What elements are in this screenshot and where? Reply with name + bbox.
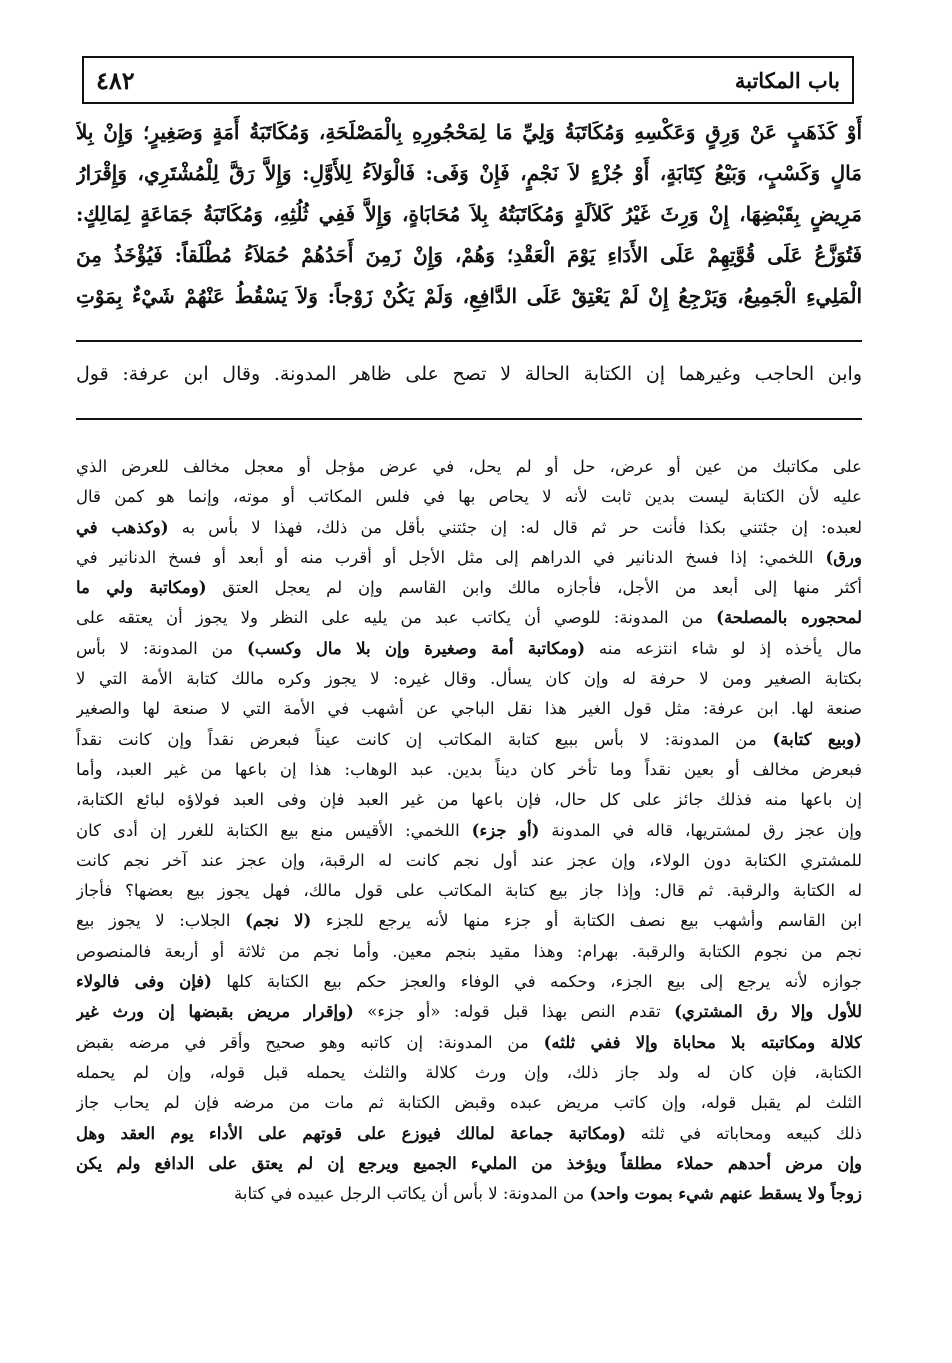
commentary-segment: عليه لأن الكتابة ليست بدين ثابت لأنه لا يحاص بها في فلس المكاتب أو موته، وإنما هو كمن قال: [76, 487, 862, 507]
commentary-line: [76, 816, 862, 846]
commentary-segment: لعبده: إن جئتني بكذا فأنت حر ثم قال له: إن جئتني بأقل من ذلك، فهذا لا بأس به: [168, 517, 862, 537]
main-text-line: الْمَلِيءِ الْجَمِيعُ، وَيَرْجِعُ إِنْ لَمْ يَعْتِقْ عَلَى الدَّافِعِ، وَلَمْ يَكُنْ زَوْجاً: وَلاَ يَسْقُطُ عَنْهُمْ شَيْءٌ بِمَوْتِ: [76, 284, 862, 308]
commentary-line: [76, 1058, 862, 1088]
commentary-line: [76, 694, 862, 724]
quoted-main-text: (ومكاتبة ولي ما: [76, 578, 207, 598]
commentary-segment: للمشتري الكتابة دون الولاء، وإن عجز عند أول نجم كانت له الرقبة، وإن عجز عند آخر نجم كانت: [76, 850, 862, 870]
divider-line: [76, 418, 862, 420]
commentary-segment: بكتابة الصغير ومن لا حرفة له وإن كان يسأل. وقال غيره: لا يجوز وكره مالك كتابة الأمة التي لا: [76, 669, 862, 689]
commentary-line: [76, 967, 862, 997]
commentary-segment: مال يأخذه إذ لو شاء انتزعه منه: [585, 638, 862, 658]
quoted-main-text: كلالة ومكاتبته بلا محاباة وإلا ففي ثلثه): [543, 1032, 862, 1052]
commentary-segment: له الكتابة والرقبة. ثم قال: وإذا جاز بيع كتابة المكاتب على قول مالك، فهل يجوز بيع بعضها؟ فأجاز: [76, 881, 862, 901]
commentary-line: [76, 543, 862, 573]
commentary-segment: من المدونة: للوصي أن يكاتب عبد من يليه على النظر ولا يجوز أن يعتقه على: [76, 608, 717, 628]
commentary-segment: إن باعها منه فذلك جائز على كل حال، فإن باعها من غير العبد فإن وفى العبد فولاؤه لبائع الكتابة،: [76, 790, 862, 810]
commentary-line: [76, 513, 862, 543]
commentary-line: [76, 1179, 862, 1209]
commentary-segment: من المدونة: لا بأس أن يكاتب الرجل عبيده في كتابة: [234, 1184, 590, 1204]
quoted-main-text: لمحجوره بالمصلحة): [716, 608, 862, 628]
page-number: ٤٨٢: [96, 65, 135, 95]
commentary-line: [76, 876, 862, 906]
quoted-main-text: (أو جزء): [471, 820, 540, 840]
commentary-segment: الجلاب: لا يجوز بيع: [76, 911, 245, 931]
commentary-line: [76, 937, 862, 967]
commentary-segment: نجم من نجوم الكتابة والرقبة. بهرام: وهذا مقيد بنجم معين. وأما نجم من ثلاثة أو أربعة فالمنصوص: [76, 941, 862, 961]
quoted-main-text: (وبيع كتابة): [772, 729, 862, 749]
main-text-line: أَوْ كَذَهَبٍ عَنْ وَرِقٍ وَعَكْسِهِ وَمُكَاتَبَةُ وَلِيِّ مَا لِمَحْجُورِهِ بِالْمَصْلَحَةِ، وَمُكَاتَبَةُ أَمَةٍ وَصَغِيرٍ؛ وَإِنْ بِلاَ: [76, 120, 862, 144]
commentary-segment: أكثر منها إلى أبعد من الأجل، فأجازه مالك وابن القاسم وإن لم يعجل العتق: [206, 578, 862, 598]
commentary-line: [76, 573, 862, 603]
commentary-segment: تقدم النص بهذا قبل قوله: «أو جزء»: [353, 1002, 675, 1022]
commentary-line: [76, 482, 862, 512]
commentary-line: [76, 1149, 862, 1179]
commentary-line: [76, 725, 862, 755]
chapter-title: باب المكاتبة: [734, 67, 840, 93]
main-text-line: مَرِيضٍ بِقَبْضِهَا، إِنْ وَرِثَ غَيْرُ كَلاَلَةٍ وَمُكَاتَبَتُهُ بِلاَ مُحَابَاةٍ، وَإِلاَّ فَفِي ثُلُثِهِ، وَمُكَاتَبَةُ جَمَاعَةٍ لِمَالِكٍ:: [76, 202, 862, 226]
commentary-line: [76, 634, 862, 664]
commentary-segment: وإن عجز رق لمشتريها، قاله في المدونة: [539, 820, 862, 840]
commentary-line: [76, 846, 862, 876]
commentary-segment: من المدونة: إن كاتبه وهو صحيح وأقر في مرضه بقبض: [76, 1032, 544, 1052]
commentary-segment: صنعة لها. ابن عرفة: مثل قول الغير هذا نقل الباجي عن أشهب في الأمة التي لا صنعة لها والصغير: [76, 699, 862, 719]
commentary-line: [76, 785, 862, 815]
quoted-main-text: (وكذهب في: [76, 517, 169, 537]
commentary-line: [76, 1119, 862, 1149]
commentary-segment: من المدونة: لا بأس: [76, 638, 247, 658]
quoted-main-text: للأول وإلا رق المشتري): [674, 1002, 862, 1022]
commentary-segment: اللخمي: إذا فسخ الدنانير في الدراهم إلى مثل الأجل أو أقرب منه أو أبعد أو فسخ الدنانير في: [76, 547, 826, 567]
commentary-line: [76, 997, 862, 1027]
quoted-main-text: (ومكاتبة أمة وصغيرة وإن بلا مال وكسب): [246, 638, 585, 658]
commentary-line: [76, 1028, 862, 1058]
main-text-line: فَتُوَزَّعُ عَلَى قُوَّتِهِمْ عَلَى الأَدَاءِ يَوْمَ الْعَقْدِ؛ وَهُمْ، وَإِنْ زَمِنَ أَحَدُهُمْ حُمَلاَءُ مُطْلَقاً: فَيُؤْخَذُ مِنَ: [76, 243, 862, 267]
commentary-segment: فبعرض مخالف أو بعين نقداً وما تأخر كان ديناً بدين. عبد الوهاب: هذا إن باعها من غير العبد، وأما: [76, 759, 862, 779]
main-text-line: مَالٍ وَكَسْبٍ، وَبَيْعُ كِتَابَةٍ، أَوْ جُزْءٍ لاَ نَجْمٍ، فَإِنْ وَفَى: فَالْوَلاَءُ لِلأَوَّلِ: وَإِلاَّ رَقَّ لِلْمُشْتَرِي، وَإِقْرَارُ: [76, 161, 862, 185]
quoted-main-text: ورق): [825, 547, 862, 567]
footnote-continuation: وابن الحاجب وغيرهما إن الكتابة الحالة لا تصح على ظاهر المدونة. وقال ابن عرفة: قول: [76, 363, 862, 385]
commentary-line: [76, 664, 862, 694]
quoted-main-text: (ومكاتبة جماعة لمالك فيوزع على قوتهم على الأداء يوم العقد وهل: [76, 1123, 626, 1143]
commentary-segment: جوازه لأنه يرجع إلى بيع الجزء، وحكمه في الوفاء والعجز حكم بيع الكتابة كلها: [211, 972, 862, 992]
commentary-segment: الكتابة، فإن كان له ولد جاز ذلك، وإن ورث كلالة والثلث يحمله قبل قوله، وإن لم يحمله: [76, 1062, 862, 1082]
page-header: [82, 56, 854, 104]
quoted-main-text: زوجاً ولا يسقط عنهم شيء بموت واحد): [589, 1184, 862, 1204]
commentary-segment: ذلك كبيعه ومحاباته في ثلثه: [625, 1123, 862, 1143]
commentary-line: [76, 755, 862, 785]
commentary-segment: على مكاتبك من عين أو عرض، حل أو لم يحل، في عرض مؤجل أو معجل مخالف للعرض الذي: [76, 457, 862, 476]
commentary-segment: الثلث لم يقبل قوله، وإن كاتب مريض عبده وقبض الكتابة ثم مات من مرضه فإن لم يحاب جاز: [76, 1093, 862, 1113]
quoted-main-text: (فإن وفى فالولاء: [76, 972, 212, 992]
commentary-line: [76, 1088, 862, 1118]
quoted-main-text: وإن مرض أحدهم حملاء مطلقاً ويؤخذ من المليء الجميع ويرجع إن لم يعتق على الدافع ولم يكن: [76, 1153, 862, 1173]
commentary-line: [76, 603, 862, 633]
quoted-main-text: (لا نجم): [245, 911, 312, 931]
quoted-main-text: (وإقرار مريض بقبضها إن ورث غير: [76, 1002, 354, 1022]
divider-line: [76, 340, 862, 342]
commentary-segment: اللخمي: الأقيس منع بيع الكتابة للغرر إن أدى كان: [76, 820, 472, 840]
commentary-line: [76, 452, 862, 482]
commentary-text: [76, 452, 862, 1209]
main-text: [76, 112, 862, 317]
commentary-line: [76, 906, 862, 936]
commentary-segment: ابن القاسم وأشهب بيع نصف الكتابة أو جزء منها لأنه يرجع للجزء: [311, 911, 862, 931]
commentary-segment: من المدونة: لا بأس ببيع كتابة المكاتب إن كانت عيناً فبعرض نقداً وإن كانت نقداً: [76, 729, 773, 749]
